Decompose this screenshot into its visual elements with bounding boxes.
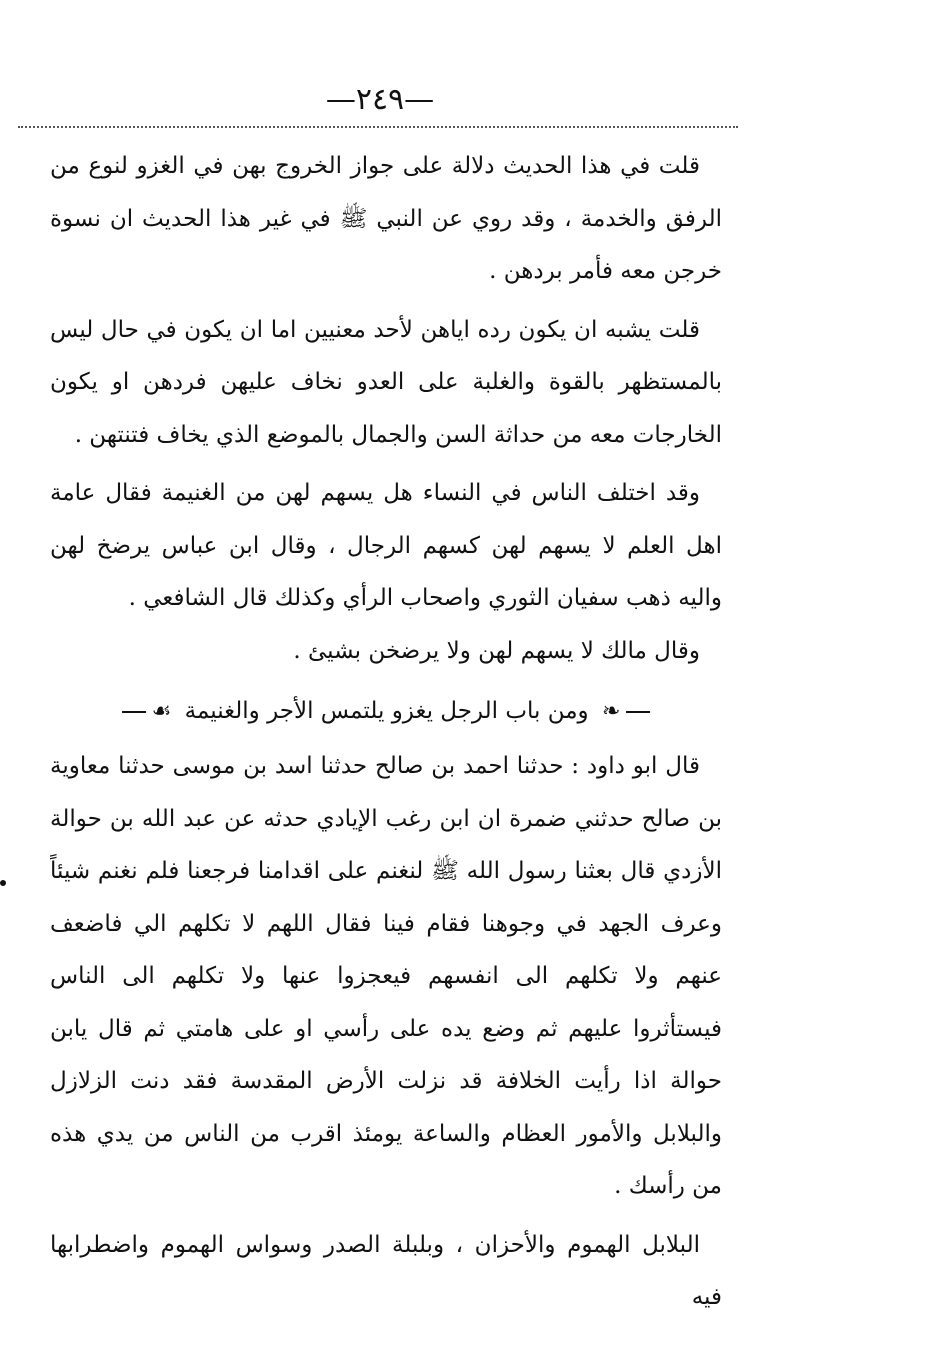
paragraph-5: قال ابو داود : حدثنا احمد بن صالح حدثنا اسد بن موسى حدثنا معاوية بن صالح حدثني ضمرة ان ابن رغب الإيادي حدثه عن عبد الله بن حوالة الأزدي قال بعثنا رسول الله ﷺ لنغنم على اقدامنا فرجعنا فلم نغنم شيئاً وعرف الجهد في وجوهنا فقام فينا فقال اللهم لا تكلهم الي فاضعف عنهم ولا تكلهم الى انفسهم فيعجزوا عنها ولا تكلهم الى الناس فيستأثروا عليهم ثم وضع يده على رأسي او على هامتي ثم قال يابن حوالة اذا رأيت الخلافة قد نزلت الأرض المقدسة فقد دنت الزلازل والبلابل والأمور العظام والساعة يومئذ اقرب من الناس من يدي هذه من رأسك .: [50, 753, 722, 1199]
paragraph-2: قلت يشبه ان يكون رده اياهن لأحد معنيين اما ان يكون في حال ليس بالمستظهر بالقوة والغلبة على العدو نخاف عليهن فردهن او يكون الخارجات معه من حداثة السن والجمال بالموضع الذي يخاف فتنتهن .: [50, 316, 722, 448]
paragraph-4: وقال مالك لا يسهم لهن ولا يرضخن بشيئ .: [293, 637, 700, 664]
chapter-heading: [50, 683, 722, 740]
paragraph-6: البلابل الهموم والأحزان ، وبلبلة الصدر وسواس الهموم واضطرابها فيه: [50, 1231, 722, 1310]
chapter-heading-text: ومن باب الرجل يغزو يلتمس الأجر والغنيمة: [184, 698, 589, 724]
header-divider: [18, 126, 738, 128]
heading-dash-right: [626, 711, 650, 713]
paragraph-1: قلت في هذا الحديث دلالة على جواز الخروج بهن في الغزو لنوع من الرفق والخدمة ، وقد روي عن النبي ﷺ في غير هذا الحديث ان نسوة خرجن معه فأمر بردهن .: [50, 153, 722, 284]
main-text: [50, 140, 722, 1324]
paragraph-3: وقد اختلف الناس في النساء هل يسهم لهن من الغنيمة فقال عامة اهل العلم لا يسهم لهن كسهم الرجال ، وقال ابن عباس يرضخ لهن واليه ذهب سفيان الثوري واصحاب الرأي وكذلك قال الشافعي .: [50, 480, 722, 611]
heading-dash-left: [122, 711, 146, 713]
margin-dot: [0, 880, 6, 886]
page-number: —٢٤٩—: [325, 82, 435, 117]
fleuron-ornament-icon: ❧: [601, 699, 621, 724]
fleuron-ornament-icon: ☙: [151, 699, 172, 724]
